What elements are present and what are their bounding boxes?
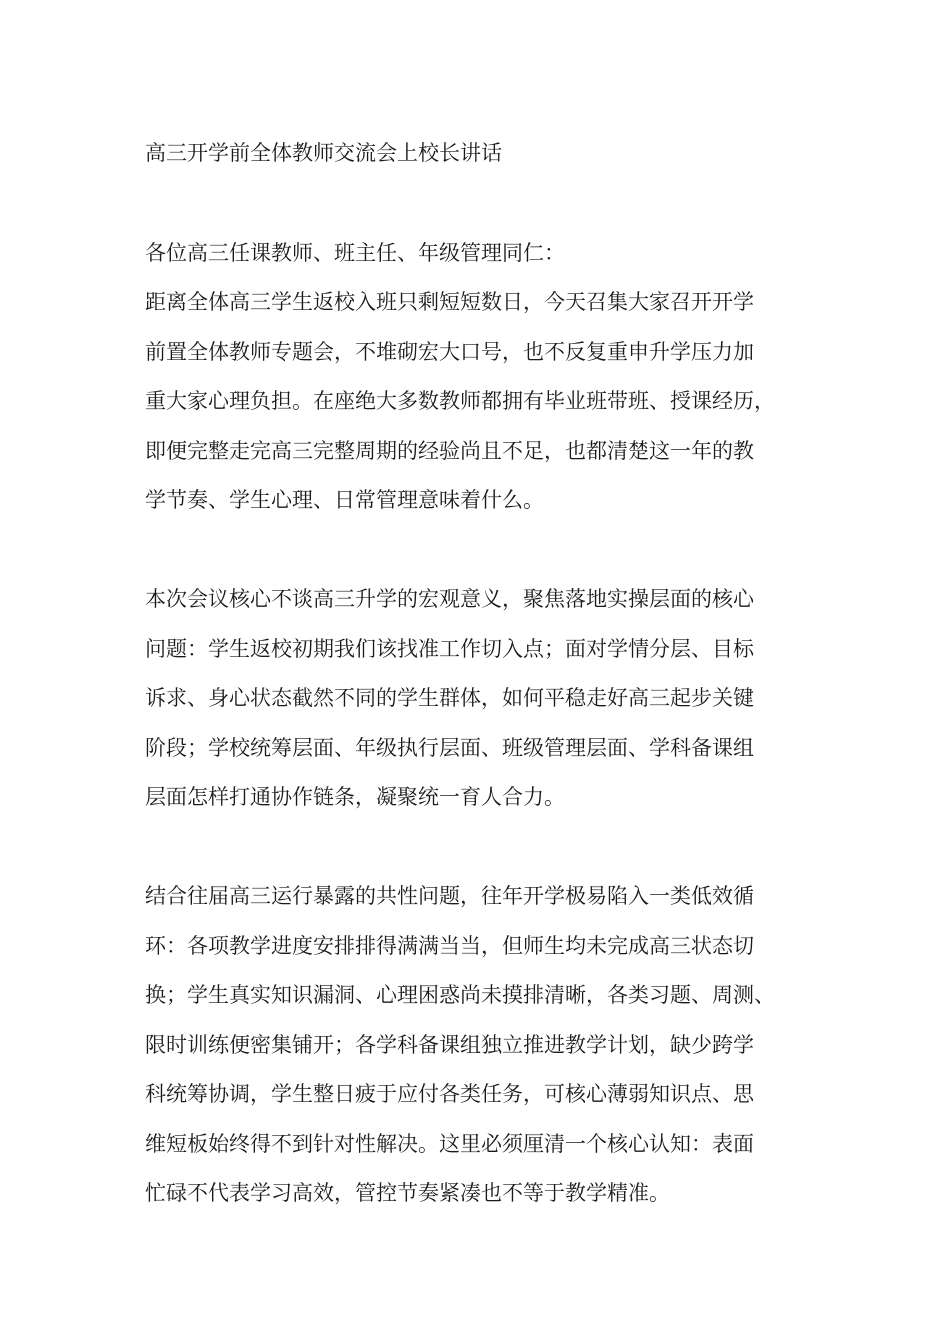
- paragraph-line: 维短板始终得不到针对性解决。这里必须厘清一个核心认知：表面: [145, 1132, 754, 1156]
- paragraph-line: 问题：学生返校初期我们该找准工作切入点；面对学情分层、目标: [145, 637, 754, 661]
- paragraph-line: 重大家心理负担。在座绝大多数教师都拥有毕业班带班、授课经历，: [145, 389, 775, 413]
- paragraph-line: 忙碌不代表学习高效，管控节奏紧凑也不等于教学精准。: [145, 1181, 670, 1205]
- document-title: 高三开学前全体教师交流会上校长讲话: [145, 141, 502, 165]
- paragraph-line: 即便完整走完高三完整周期的经验尚且不足，也都清楚这一年的教: [145, 439, 754, 463]
- paragraph-line: 阶段；学校统筹层面、年级执行层面、班级管理层面、学科备课组: [145, 736, 754, 760]
- paragraph-line: 限时训练便密集铺开；各学科备课组独立推进教学计划，缺少跨学: [145, 1033, 754, 1057]
- paragraph-line: 环：各项教学进度安排排得满满当当，但师生均未完成高三状态切: [145, 934, 754, 958]
- paragraph-line: 本次会议核心不谈高三升学的宏观意义，聚焦落地实操层面的核心: [145, 587, 754, 611]
- salutation: 各位高三任课教师、班主任、年级管理同仁：: [145, 241, 565, 265]
- paragraph-line: 层面怎样打通协作链条，凝聚统一育人合力。: [145, 785, 565, 809]
- paragraph-line: 科统筹协调，学生整日疲于应付各类任务，可核心薄弱知识点、思: [145, 1082, 754, 1106]
- paragraph-line: 学节奏、学生心理、日常管理意味着什么。: [145, 488, 544, 512]
- paragraph-line: 诉求、身心状态截然不同的学生群体，如何平稳走好高三起步关键: [145, 686, 754, 710]
- paragraph-line: 换；学生真实知识漏洞、心理困惑尚未摸排清晰，各类习题、周测、: [145, 983, 775, 1007]
- paragraph-line: 距离全体高三学生返校入班只剩短短数日，今天召集大家召开开学: [145, 290, 754, 314]
- paragraph-line: 前置全体教师专题会，不堆砌宏大口号，也不反复重申升学压力加: [145, 340, 754, 364]
- paragraph-line: 结合往届高三运行暴露的共性问题，往年开学极易陷入一类低效循: [145, 884, 754, 908]
